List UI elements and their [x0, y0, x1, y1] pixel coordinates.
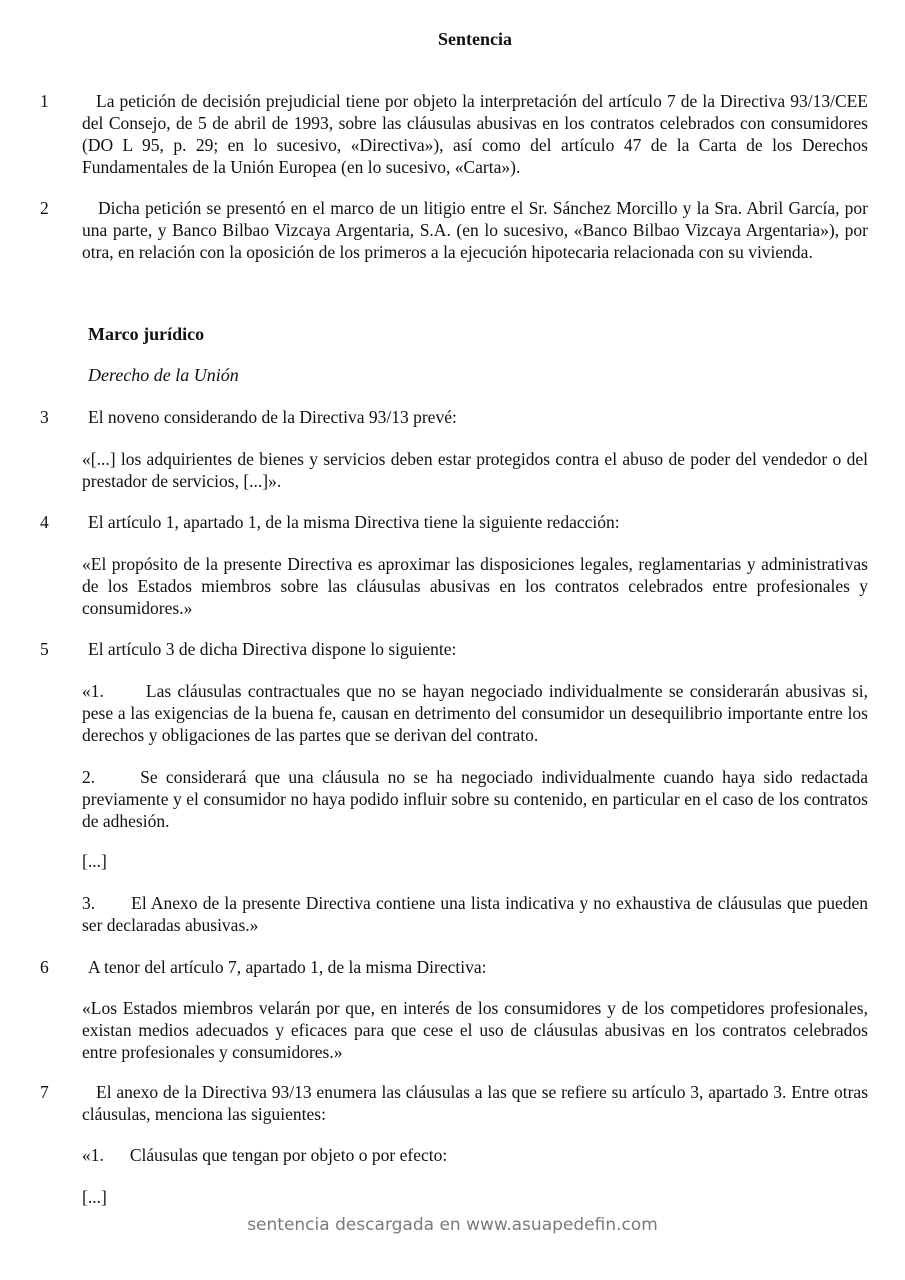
quotation-item	[82, 1144, 868, 1166]
quotation-item-label: 3.	[82, 893, 96, 913]
paragraph-text: El anexo de la Directiva 93/13 enumera las cláusulas a las que se refiere su artículo 3, apartado 3. Entre otras cláusulas, menciona las siguientes:	[82, 1082, 868, 1124]
paragraph-text: El artículo 3 de dicha Directiva dispone lo siguiente:	[88, 639, 457, 659]
quotation-item-text: Se considerará que una cláusula no se ha negociado individualmente cuando haya sido redactada previamente y el consumidor no haya podido influir sobre su contenido, en particular en el caso de los contratos de adhesión.	[82, 767, 868, 831]
section-subheading: Derecho de la Unión	[88, 365, 239, 385]
quotation-ellipsis: [...]	[82, 1187, 107, 1207]
paragraph-number: 1	[40, 91, 49, 111]
paragraph-text: La petición de decisión prejudicial tiene por objeto la interpretación del artículo 7 de la Directiva 93/13/CEE del Consejo, de 5 de abril de 1993, sobre las cláusulas abusivas en los contratos celebrados con consumidores (DO L 95, p. 29; en lo sucesivo, «Directiva»), así como del artículo 47 de la Carta de los Derechos Fundamentales de la Unión Europea (en lo sucesivo, «Carta»).	[82, 91, 868, 177]
paragraph-text: Dicha petición se presentó en el marco de un litigio entre el Sr. Sánchez Morcillo y la Sra. Abril García, por una parte, y Banco Bilbao Vizcaya Argentaria, S.A. (en lo sucesivo, «Banco Bilbao Vizcaya Argentaria»), por otra, en relación con la oposición de los primeros a la ejecución hipotecaria relacionada con su vivienda.	[82, 198, 868, 262]
quotation: «El propósito de la presente Directiva es aproximar las disposiciones legales, reglamentarias y administrativas de los Estados miembros sobre las cláusulas abusivas en los contratos celebrados entre profesionales y consumidores.»	[82, 554, 868, 618]
quotation-item-text: Las cláusulas contractuales que no se hayan negociado individualmente se considerarán abusivas si, pese a las exigencias de la buena fe, causan en detrimento del consumidor un desequilibrio importante entre los derechos y obligaciones de las partes que se derivan del contrato.	[82, 681, 868, 745]
quotation-item-label: 2.	[82, 767, 96, 787]
document-title: Sentencia	[438, 29, 512, 49]
quotation-item	[82, 766, 868, 832]
paragraph-number: 2	[40, 198, 49, 218]
quotation-ellipsis: [...]	[82, 851, 107, 871]
quotation-item-text: El Anexo de la presente Directiva contiene una lista indicativa y no exhaustiva de cláusulas que pueden ser declaradas abusivas.»	[82, 893, 868, 935]
paragraph-number: 7	[40, 1082, 49, 1102]
paragraph-text: A tenor del artículo 7, apartado 1, de la misma Directiva:	[88, 957, 487, 977]
paragraph-text: El artículo 1, apartado 1, de la misma Directiva tiene la siguiente redacción:	[88, 512, 620, 532]
quotation: «Los Estados miembros velarán por que, en interés de los consumidores y de los competidores profesionales, existan medios adecuados y eficaces para que cese el uso de cláusulas abusivas en los contratos celebrados entre profesionales y consumidores.»	[82, 998, 868, 1062]
footer-download-note: sentencia descargada en www.asuapedefin.com	[247, 1215, 658, 1235]
paragraph-number: 3	[40, 407, 49, 427]
quotation-item-label: «1.	[82, 1145, 104, 1165]
section-heading: Marco jurídico	[88, 324, 205, 344]
quotation: «[...] los adquirientes de bienes y servicios deben estar protegidos contra el abuso de poder del vendedor o del prestador de servicios, [...]».	[82, 449, 868, 491]
paragraph-text: El noveno considerando de la Directiva 93/13 prevé:	[88, 407, 457, 427]
paragraph-number: 6	[40, 957, 49, 977]
paragraph-number: 4	[40, 512, 49, 532]
quotation-item	[82, 892, 868, 936]
quotation-item	[82, 680, 868, 746]
quotation-item-text: Cláusulas que tengan por objeto o por efecto:	[129, 1145, 448, 1165]
quotation-item-label: «1.	[82, 681, 104, 701]
paragraph-number: 5	[40, 639, 49, 659]
